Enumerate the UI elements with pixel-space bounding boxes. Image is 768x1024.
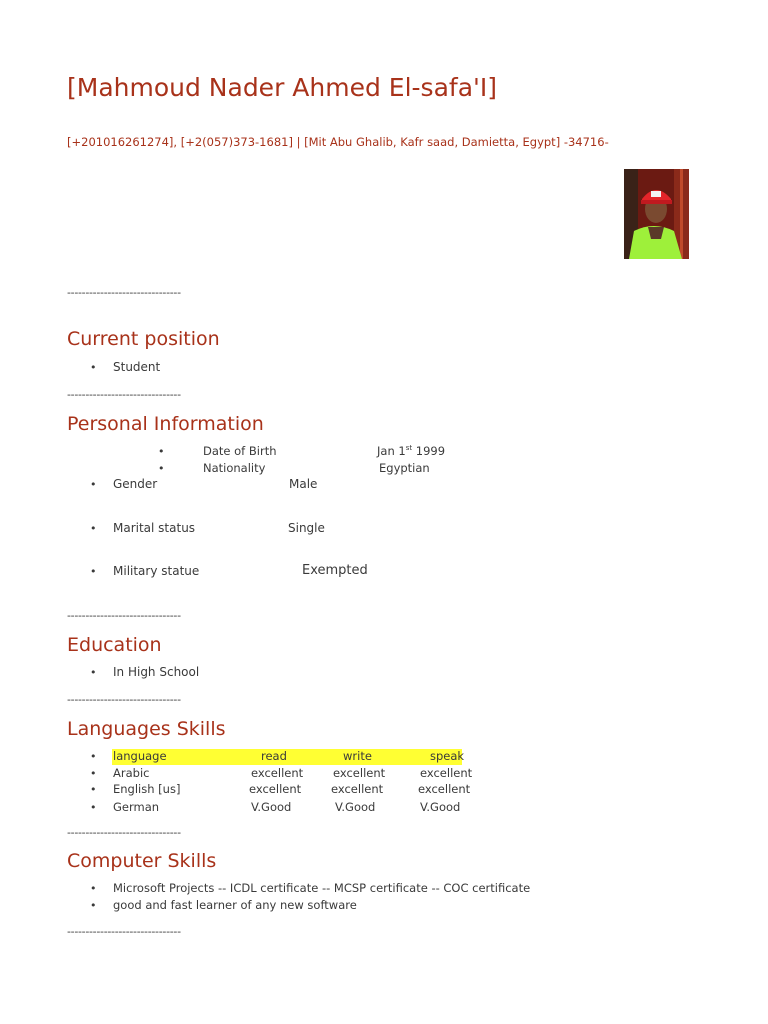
language-row-speak: V.Good <box>420 800 461 814</box>
language-header-read: read <box>261 749 287 763</box>
bullet: • <box>90 899 97 912</box>
list-item: Microsoft Projects -- ICDL certificate -- MCSP certificate -- COC certificate <box>113 881 531 895</box>
list-item: Student <box>113 360 161 374</box>
profile-photo <box>624 169 689 259</box>
language-row-name: Arabic <box>113 766 150 780</box>
language-header-speak: speak <box>430 749 465 763</box>
bullet: • <box>90 783 97 796</box>
divider: ------------------------------- <box>67 286 181 299</box>
language-row-name: German <box>113 800 160 814</box>
bullet: • <box>90 801 97 814</box>
section-heading-education: Education <box>67 634 162 656</box>
bullet: • <box>158 445 165 458</box>
military-status-value: Exempted <box>302 563 368 578</box>
section-heading-computer-skills: Computer Skills <box>67 850 217 872</box>
list-item: good and fast learner of any new software <box>113 898 357 912</box>
language-row-speak: excellent <box>420 766 473 780</box>
contact-info: [+201016261274], [+2(057)373-1681] | [Mit Abu Ghalib, Kafr saad, Damietta, Egypt] -34716- <box>67 135 609 149</box>
language-row-write: excellent <box>331 782 384 796</box>
language-row-write: excellent <box>333 766 386 780</box>
bullet: • <box>90 478 97 491</box>
language-row-name: English [us] <box>113 782 181 796</box>
language-row-read: V.Good <box>251 800 292 814</box>
section-heading-languages-skills: Languages Skills <box>67 718 226 740</box>
section-heading-personal-information: Personal Information <box>67 413 264 435</box>
dob-value: Jan 1st 1999 <box>377 444 446 458</box>
language-row-read: excellent <box>249 782 302 796</box>
bullet: • <box>158 462 165 475</box>
list-item: In High School <box>113 665 200 679</box>
language-header-write: write <box>343 749 372 763</box>
bullet: • <box>90 666 97 679</box>
gender-value: Male <box>289 477 318 491</box>
bullet: • <box>90 565 97 578</box>
dob-label: Date of Birth <box>203 444 277 458</box>
profile-photo-image <box>624 169 689 259</box>
language-row-speak: excellent <box>418 782 471 796</box>
marital-status-value: Single <box>288 521 325 535</box>
bullet: • <box>90 767 97 780</box>
bullet: • <box>90 522 97 535</box>
page-title: [Mahmoud Nader Ahmed El-safa'I] <box>67 73 498 102</box>
bullet: • <box>90 882 97 895</box>
nationality-value: Egyptian <box>379 461 430 475</box>
divider: ------------------------------- <box>67 609 181 622</box>
section-heading-current-position: Current position <box>67 328 220 350</box>
bullet: • <box>90 750 97 763</box>
divider: ------------------------------- <box>67 925 181 938</box>
divider: ------------------------------- <box>67 693 181 706</box>
language-row-write: V.Good <box>335 800 376 814</box>
divider: ------------------------------- <box>67 388 181 401</box>
gender-label: Gender <box>113 477 158 491</box>
bullet: • <box>90 361 97 374</box>
military-status-label: Military statue <box>113 564 200 578</box>
divider: ------------------------------- <box>67 826 181 839</box>
marital-status-label: Marital status <box>113 521 196 535</box>
language-header-language: language <box>113 749 167 763</box>
nationality-label: Nationality <box>203 461 266 475</box>
language-row-read: excellent <box>251 766 304 780</box>
